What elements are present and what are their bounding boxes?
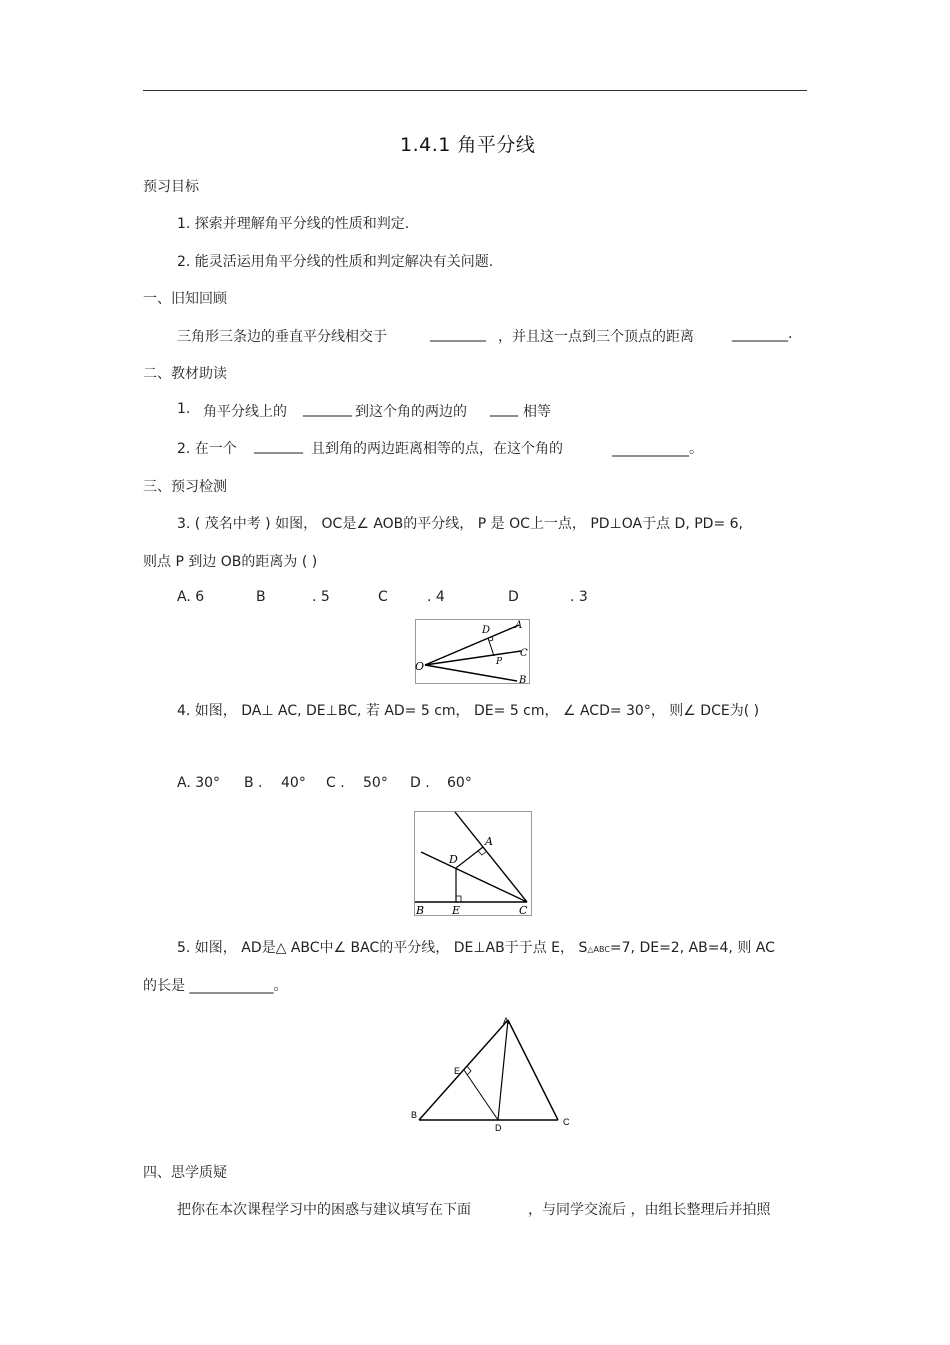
fig3-label-c: C (563, 1117, 570, 1127)
reading-item2-blank-2: ___________。 (612, 441, 703, 457)
fig2-right-angle-e (456, 896, 461, 902)
fig2-label-c: C (519, 904, 528, 917)
q5-text-b: =7, DE=2, AB=4, 则 AC (609, 940, 775, 956)
fig3-bisector-ad (498, 1020, 508, 1120)
fig1-ray-ob (425, 665, 517, 681)
review-heading: 一、旧知回顾 (143, 291, 227, 307)
reading-item1-num: 1. (177, 401, 191, 417)
fig3-side-ab (419, 1020, 508, 1120)
reflect-text-a: 把你在本次课程学习中的困惑与建议填写在下面 (177, 1202, 471, 1218)
fig2-label-d: D (449, 853, 458, 866)
fig1-label-b: B (519, 675, 527, 685)
q4-option-b-letter: B . (244, 775, 263, 791)
q4-option-c-value: 50° (363, 775, 388, 791)
review-text-b: ，并且这一点到三个顶点的距离 (498, 329, 694, 345)
figure-3 (405, 1014, 575, 1132)
q4-option-c-letter: C . (326, 775, 345, 791)
q3-option-a: A. 6 (177, 589, 205, 605)
goal-item-2: 2. 能灵活运用角平分线的性质和判定解决有关问题. (177, 254, 494, 270)
figure-2 (413, 810, 533, 918)
reading-item1-text-b: 到这个角的两边的 (355, 404, 467, 420)
review-blank-1: ________ (430, 326, 486, 342)
q4-line-1: 4. 如图， DA⊥ AC, DE⊥BC, 若 AD= 5 cm， DE= 5 cm， ∠ ACD= 30°， 则∠ DCE为( ) (177, 703, 760, 719)
goal-item-1: 1. 探索并理解角平分线的性质和判定. (177, 216, 410, 232)
reading-heading: 二、教材助读 (143, 366, 227, 382)
reading-item2-text-b: 且到角的两边距离相等的点，在这个角的 (311, 441, 563, 457)
q3-line-2: 则点 P 到边 OB的距离为 ( ) (143, 554, 318, 570)
fig1-label-o: O (415, 660, 425, 673)
reflect-text-b: ，与同学交流后 ，由组长整理后并拍照 (528, 1202, 771, 1218)
q4-option-b-value: 40° (281, 775, 306, 791)
reading-item2-text-a: 2. 在一个 (177, 441, 237, 457)
check-heading: 三、预习检测 (143, 479, 227, 495)
reading-item1-text-a: 角平分线上的 (203, 404, 287, 420)
fig2-label-b: B (416, 904, 425, 917)
header-rule (143, 90, 807, 91)
q3-option-d-value: . 3 (570, 589, 588, 605)
q5-text-a: 5. 如图， AD是△ ABC中∠ BAC的平分线， DE⊥AB于于点 E， S (177, 940, 588, 956)
reading-item1-blank-2: ____ (490, 401, 518, 417)
figure-1 (415, 619, 531, 685)
q5-subscript: △ABC (587, 945, 610, 954)
page-title: 1.4.1 角平分线 (400, 134, 536, 156)
fig1-label-d: D (482, 625, 491, 636)
fig1-label-c: C (520, 648, 528, 659)
reading-item1-blank-1: _______ (303, 401, 352, 417)
fig2-label-e: E (452, 904, 461, 917)
fig3-side-ac (508, 1020, 558, 1120)
q3-option-c-value: . 4 (427, 589, 445, 605)
fig3-right-angle (467, 1066, 471, 1075)
fig3-label-e: E (454, 1066, 461, 1076)
fig3-label-b: B (411, 1110, 418, 1120)
goals-heading: 预习目标 (143, 179, 199, 195)
fig2-frame (415, 812, 532, 916)
fig2-line-ca (455, 812, 527, 902)
fig1-label-p: P (496, 657, 503, 667)
review-blank-2: ________. (732, 326, 793, 342)
q5-line-2: 的长是 ____________。 (143, 978, 288, 994)
fig2-line-cd (421, 852, 527, 902)
q4-option-d-letter: D . (410, 775, 430, 791)
q3-option-c-letter: C (378, 589, 388, 605)
q3-option-b-value: . 5 (312, 589, 330, 605)
reflect-heading: 四、思学质疑 (143, 1165, 227, 1181)
fig3-label-a: A (503, 1016, 510, 1026)
fig1-ray-oc (425, 651, 521, 665)
reading-item1-text-c: 相等 (523, 404, 551, 420)
fig3-segment-de (464, 1070, 498, 1120)
q4-option-a: A. 30° (177, 775, 221, 791)
fig1-ray-oa (425, 625, 519, 665)
q3-option-b-letter: B (256, 589, 266, 605)
q5-line-1 (177, 937, 775, 957)
fig2-right-angle-a (478, 851, 487, 855)
fig2-segment-da (456, 847, 483, 868)
reading-item2-blank-1: _______ (254, 438, 303, 454)
review-text-a: 三角形三条边的垂直平分线相交于 (177, 329, 387, 345)
fig3-label-d: D (495, 1123, 502, 1132)
q3-option-d-letter: D (508, 589, 519, 605)
q4-option-d-value: 60° (447, 775, 472, 791)
q3-line-1: 3. ( 茂名中考 ) 如图， OC是∠ AOB的平分线， P 是 OC上一点， PD⊥OA于点 D, PD= 6, (177, 516, 743, 532)
fig1-label-a: A (515, 620, 523, 631)
fig2-label-a: A (485, 835, 493, 848)
